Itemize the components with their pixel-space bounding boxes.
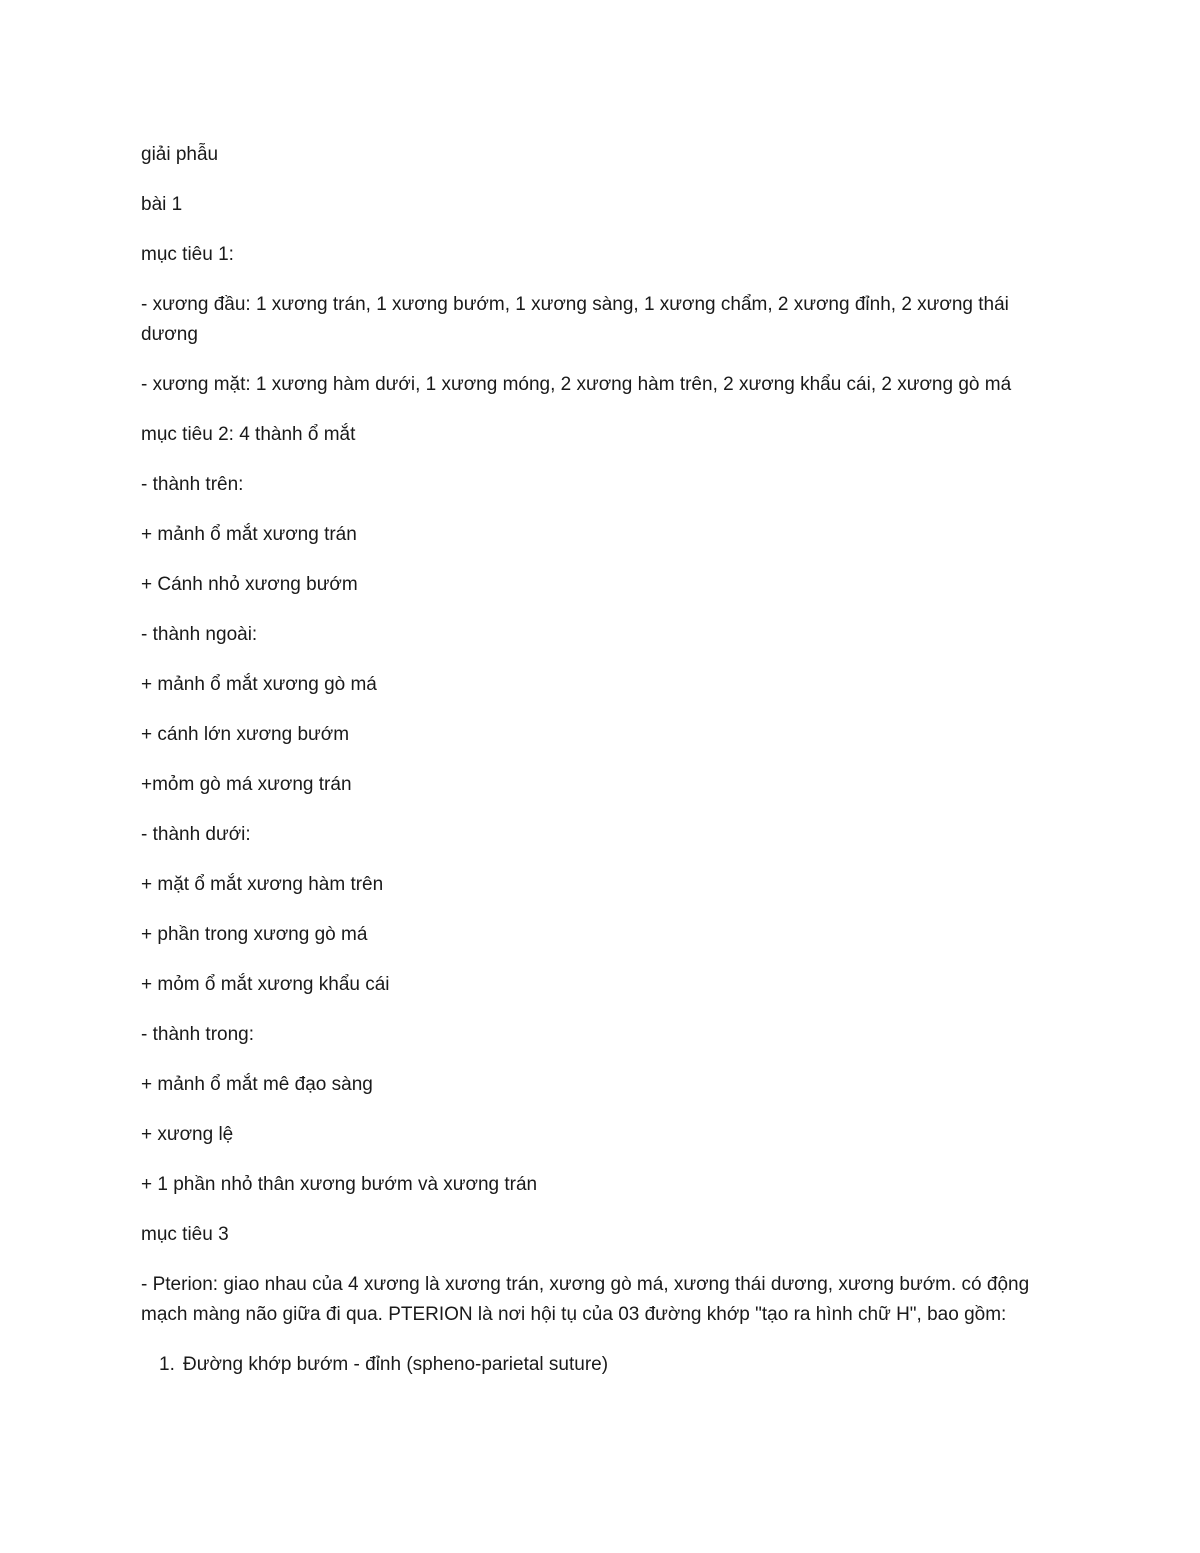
pterion-paragraph: - Pterion: giao nhau của 4 xương là xương trán, xương gò má, xương thái dương, xương bướm. có động mạch màng não giữa đi qua. PTERION là nơi hội tụ của 03 đường khớp "tạo ra hình chữ H", bao gồm:: [141, 1274, 1030, 1325]
lower-wall-item-3: + mỏm ổ mắt xương khẩu cái: [141, 974, 390, 995]
face-bones-line: - xương mặt: 1 xương hàm dưới, 1 xương móng, 2 xương hàm trên, 2 xương khẩu cái, 2 xương gò má: [141, 374, 1012, 395]
outer-wall-item-3: +mỏm gò má xương trán: [141, 774, 352, 795]
upper-wall-item-2: + Cánh nhỏ xương bướm: [141, 574, 358, 595]
suture-list: [141, 1350, 1061, 1380]
outer-wall-item-2: + cánh lớn xương bướm: [141, 724, 350, 745]
objective-1-heading: mục tiêu 1:: [141, 244, 234, 265]
document-title: giải phẫu: [141, 144, 219, 165]
objective-3-heading: mục tiêu 3: [141, 1224, 229, 1245]
upper-wall-heading: - thành trên:: [141, 474, 244, 495]
inner-wall-item-2: + xương lệ: [141, 1124, 234, 1145]
lower-wall-heading: - thành dưới:: [141, 824, 251, 845]
objective-2-heading: mục tiêu 2: 4 thành ổ mắt: [141, 424, 356, 445]
list-item-number: 1.: [159, 1354, 175, 1375]
list-item-text: Đường khớp bướm - đỉnh (spheno-parietal suture): [183, 1354, 609, 1375]
list-item: [141, 1350, 1061, 1380]
upper-wall-item-1: + mảnh ổ mắt xương trán: [141, 524, 357, 545]
skull-bones-line: - xương đầu: 1 xương trán, 1 xương bướm, 1 xương sàng, 1 xương chẩm, 2 xương đỉnh, 2 xương thái dương: [141, 294, 1009, 345]
lower-wall-item-1: + mặt ổ mắt xương hàm trên: [141, 874, 384, 895]
lesson-heading: bài 1: [141, 194, 183, 215]
outer-wall-heading: - thành ngoài:: [141, 624, 258, 645]
document-page: [141, 140, 1061, 1380]
outer-wall-item-1: + mảnh ổ mắt xương gò má: [141, 674, 377, 695]
inner-wall-item-3: + 1 phần nhỏ thân xương bướm và xương trán: [141, 1174, 538, 1195]
inner-wall-heading: - thành trong:: [141, 1024, 255, 1045]
lower-wall-item-2: + phần trong xương gò má: [141, 924, 368, 945]
inner-wall-item-1: + mảnh ổ mắt mê đạo sàng: [141, 1074, 373, 1095]
